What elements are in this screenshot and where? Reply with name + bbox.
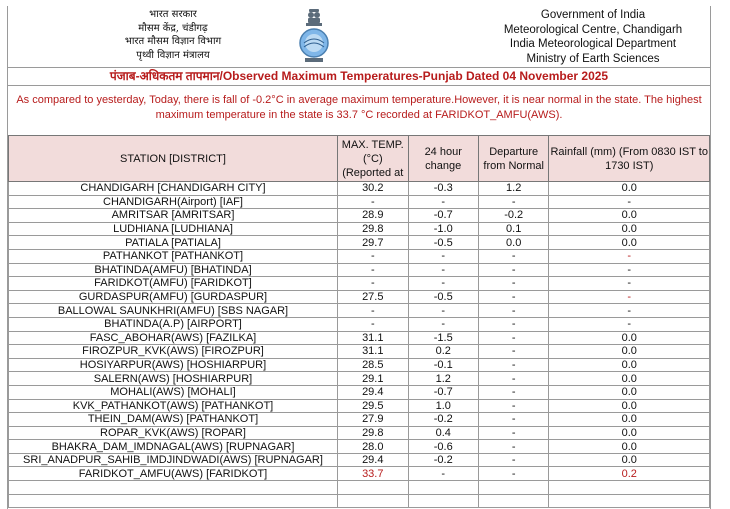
header-hindi-line-2: मौसम केंद्र, चंडीगढ़ xyxy=(138,22,208,34)
rainfall-cell: - xyxy=(549,290,710,304)
station-cell: FARIDKOT_AMFU(AWS) [FARIDKOT] xyxy=(9,467,338,481)
header-english-line-4: Ministry of Earth Sciences xyxy=(526,52,660,65)
header-english-block xyxy=(478,8,708,66)
rainfall-cell: 0.0 xyxy=(549,453,710,467)
station-cell: BHATINDA(A.P) [AIRPORT] xyxy=(9,317,338,331)
rainfall-cell: 0.0 xyxy=(549,399,710,413)
station-cell: PATIALA [PATIALA] xyxy=(9,236,338,250)
departure-cell: - xyxy=(478,453,549,467)
change-cell: 0.4 xyxy=(408,426,478,440)
empty-row xyxy=(9,481,710,495)
rainfall-cell: 0.0 xyxy=(549,331,710,345)
change-cell: -0.3 xyxy=(408,182,478,196)
table-row xyxy=(9,249,710,263)
table-row xyxy=(9,182,710,196)
max-temp-cell: 33.7 xyxy=(337,467,408,481)
departure-cell: - xyxy=(478,304,549,318)
rainfall-cell: - xyxy=(549,304,710,318)
max-temp-cell: 29.4 xyxy=(337,453,408,467)
header-english-line-3: India Meteorological Department xyxy=(509,38,677,50)
station-cell: FASC_ABOHAR(AWS) [FAZILKA] xyxy=(9,331,338,345)
table-body xyxy=(9,182,710,508)
table-row xyxy=(9,317,710,331)
rainfall-cell: - xyxy=(549,277,710,291)
station-cell: ROPAR_KVK(AWS) [ROPAR] xyxy=(9,426,338,440)
col-rainfall: Rainfall (mm) (From 0830 IST to 1730 IST) xyxy=(549,136,710,182)
station-cell: SALERN(AWS) [HOSHIARPUR] xyxy=(9,372,338,386)
departure-cell: - xyxy=(478,331,549,345)
max-temp-cell: 29.8 xyxy=(337,426,408,440)
departure-cell: 0.0 xyxy=(478,236,549,250)
station-cell: FARIDKOT(AMFU) [FARIDKOT] xyxy=(9,277,338,291)
max-temp-cell: - xyxy=(337,195,408,209)
rainfall-cell: 0.0 xyxy=(549,358,710,372)
departure-cell: - xyxy=(478,413,549,427)
table-row xyxy=(9,426,710,440)
table-row xyxy=(9,345,710,359)
col-max-temp: MAX. TEMP.(°C) (Reported at xyxy=(337,136,408,182)
max-temp-cell: - xyxy=(337,317,408,331)
rainfall-cell: 0.0 xyxy=(549,345,710,359)
max-temp-cell: 29.5 xyxy=(337,399,408,413)
rainfall-cell: 0.0 xyxy=(549,222,710,236)
departure-cell: 1.2 xyxy=(478,182,549,196)
rainfall-cell: 0.0 xyxy=(549,426,710,440)
max-temp-cell: - xyxy=(337,263,408,277)
station-cell: BHAKRA_DAM_IMDNAGAL(AWS) [RUPNAGAR] xyxy=(9,440,338,454)
max-temp-cell: 30.2 xyxy=(337,182,408,196)
change-cell: -1.0 xyxy=(408,222,478,236)
header-hindi-line-1: भारत सरकार xyxy=(149,9,197,20)
rainfall-cell: - xyxy=(549,195,710,209)
empty-cell xyxy=(9,494,338,508)
station-cell: CHANDIGARH [CHANDIGARH CITY] xyxy=(9,182,338,196)
rainfall-cell: 0.2 xyxy=(549,467,710,481)
table-row xyxy=(9,385,710,399)
station-cell: MOHALI(AWS) [MOHALI] xyxy=(9,385,338,399)
col-departure: Departure from Normal xyxy=(478,136,549,182)
max-temp-cell: 31.1 xyxy=(337,331,408,345)
departure-cell: - xyxy=(478,290,549,304)
table-row xyxy=(9,222,710,236)
rainfall-cell: - xyxy=(549,317,710,331)
change-cell: - xyxy=(408,277,478,291)
empty-cell xyxy=(478,494,549,508)
table-row xyxy=(9,209,710,223)
rainfall-cell: 0.0 xyxy=(549,209,710,223)
departure-cell: - xyxy=(478,372,549,386)
change-cell: 1.2 xyxy=(408,372,478,386)
change-cell: - xyxy=(408,263,478,277)
change-cell: - xyxy=(408,249,478,263)
max-temp-cell: 29.4 xyxy=(337,385,408,399)
change-cell: -0.1 xyxy=(408,358,478,372)
departure-cell: - xyxy=(478,399,549,413)
table-row xyxy=(9,399,710,413)
empty-cell xyxy=(549,481,710,495)
table-row xyxy=(9,277,710,291)
table-row xyxy=(9,453,710,467)
empty-cell xyxy=(549,494,710,508)
imd-emblem-icon xyxy=(294,8,334,64)
empty-cell xyxy=(478,481,549,495)
station-cell: BALLOWAL SAUNKHRI(AMFU) [SBS NAGAR] xyxy=(9,304,338,318)
table-row xyxy=(9,331,710,345)
rainfall-cell: 0.0 xyxy=(549,440,710,454)
rainfall-cell: 0.0 xyxy=(549,385,710,399)
empty-cell xyxy=(337,494,408,508)
change-cell: - xyxy=(408,195,478,209)
station-cell: LUDHIANA [LUDHIANA] xyxy=(9,222,338,236)
departure-cell: - xyxy=(478,426,549,440)
change-cell: -0.5 xyxy=(408,236,478,250)
max-temp-cell: 29.1 xyxy=(337,372,408,386)
max-temp-cell: - xyxy=(337,277,408,291)
change-cell: -0.7 xyxy=(408,209,478,223)
max-temp-cell: - xyxy=(337,304,408,318)
empty-cell xyxy=(408,481,478,495)
table-row xyxy=(9,304,710,318)
station-cell: CHANDIGARH(Airport) [IAF] xyxy=(9,195,338,209)
table-row xyxy=(9,195,710,209)
change-cell: -0.7 xyxy=(408,385,478,399)
report-title: पंजाब-अधिकतम तापमान/Observed Maximum Temperatures-Punjab Dated 04 November 2025 xyxy=(8,67,710,86)
table-row xyxy=(9,263,710,277)
max-temp-cell: - xyxy=(337,249,408,263)
departure-cell: - xyxy=(478,317,549,331)
change-cell: -0.2 xyxy=(408,413,478,427)
max-temp-cell: 27.9 xyxy=(337,413,408,427)
report-header xyxy=(8,6,710,66)
departure-cell: - xyxy=(478,467,549,481)
empty-cell xyxy=(337,481,408,495)
departure-cell: - xyxy=(478,249,549,263)
departure-cell: - xyxy=(478,440,549,454)
empty-cell xyxy=(408,494,478,508)
rainfall-cell: 0.0 xyxy=(549,413,710,427)
change-cell: - xyxy=(408,304,478,318)
rainfall-cell: - xyxy=(549,249,710,263)
station-cell: GURDASPUR(AMFU) [GURDASPUR] xyxy=(9,290,338,304)
table-row xyxy=(9,372,710,386)
change-cell: -1.5 xyxy=(408,331,478,345)
departure-cell: 0.1 xyxy=(478,222,549,236)
departure-cell: - xyxy=(478,358,549,372)
change-cell: - xyxy=(408,467,478,481)
report-sheet xyxy=(7,6,711,509)
station-cell: SRI_ANADPUR_SAHIB_IMDJINDWADI(AWS) [RUPNAGAR] xyxy=(9,453,338,467)
table-row xyxy=(9,413,710,427)
max-temp-cell: 28.0 xyxy=(337,440,408,454)
max-temp-cell: 28.5 xyxy=(337,358,408,372)
departure-cell: -0.2 xyxy=(478,209,549,223)
table-header-row xyxy=(9,136,710,182)
change-cell: -0.2 xyxy=(408,453,478,467)
table-row xyxy=(9,440,710,454)
temperature-table xyxy=(8,135,710,508)
table-row xyxy=(9,467,710,481)
station-cell: THEIN_DAM(AWS) [PATHANKOT] xyxy=(9,413,338,427)
station-cell: PATHANKOT [PATHANKOT] xyxy=(9,249,338,263)
departure-cell: - xyxy=(478,277,549,291)
max-temp-cell: 28.9 xyxy=(337,209,408,223)
header-hindi-line-4: पृथ्वी विज्ञान मंत्रालय xyxy=(136,49,210,61)
departure-cell: - xyxy=(478,345,549,359)
header-english-line-2: Meteorological Centre, Chandigarh xyxy=(503,23,683,36)
change-cell: -0.6 xyxy=(408,440,478,454)
departure-cell: - xyxy=(478,195,549,209)
max-temp-cell: 29.8 xyxy=(337,222,408,236)
table-row xyxy=(9,236,710,250)
summary-text: As compared to yesterday, Today, there is fall of -0.2°C in average maximum temperature.However, it is near normal in the state. The highest maximum temperature in the state is 33.7 °C recorded at FARIDKOT_AMFU(AWS). xyxy=(16,94,702,121)
max-temp-cell: 31.1 xyxy=(337,345,408,359)
col-change: 24 hour change xyxy=(408,136,478,182)
empty-cell xyxy=(9,481,338,495)
header-hindi-block xyxy=(108,8,238,62)
change-cell: - xyxy=(408,317,478,331)
table-row xyxy=(9,358,710,372)
empty-row xyxy=(9,494,710,508)
station-cell: HOSIYARPUR(AWS) [HOSHIARPUR] xyxy=(9,358,338,372)
station-cell: BHATINDA(AMFU) [BHATINDA] xyxy=(9,263,338,277)
station-cell: FIROZPUR_KVK(AWS) [FIROZPUR] xyxy=(9,345,338,359)
station-cell: AMRITSAR [AMRITSAR] xyxy=(9,209,338,223)
departure-cell: - xyxy=(478,263,549,277)
header-hindi-line-3: भारत मौसम विज्ञान विभाग xyxy=(124,36,222,47)
rainfall-cell: 0.0 xyxy=(549,372,710,386)
header-english-line-1: Government of India xyxy=(540,9,646,21)
table-row xyxy=(9,290,710,304)
rainfall-cell: - xyxy=(549,263,710,277)
change-cell: 1.0 xyxy=(408,399,478,413)
max-temp-cell: 29.7 xyxy=(337,236,408,250)
max-temp-cell: 27.5 xyxy=(337,290,408,304)
rainfall-cell: 0.0 xyxy=(549,236,710,250)
change-cell: -0.5 xyxy=(408,290,478,304)
col-station: STATION [DISTRICT] xyxy=(9,136,338,182)
rainfall-cell: 0.0 xyxy=(549,182,710,196)
departure-cell: - xyxy=(478,385,549,399)
change-cell: 0.2 xyxy=(408,345,478,359)
station-cell: KVK_PATHANKOT(AWS) [PATHANKOT] xyxy=(9,399,338,413)
